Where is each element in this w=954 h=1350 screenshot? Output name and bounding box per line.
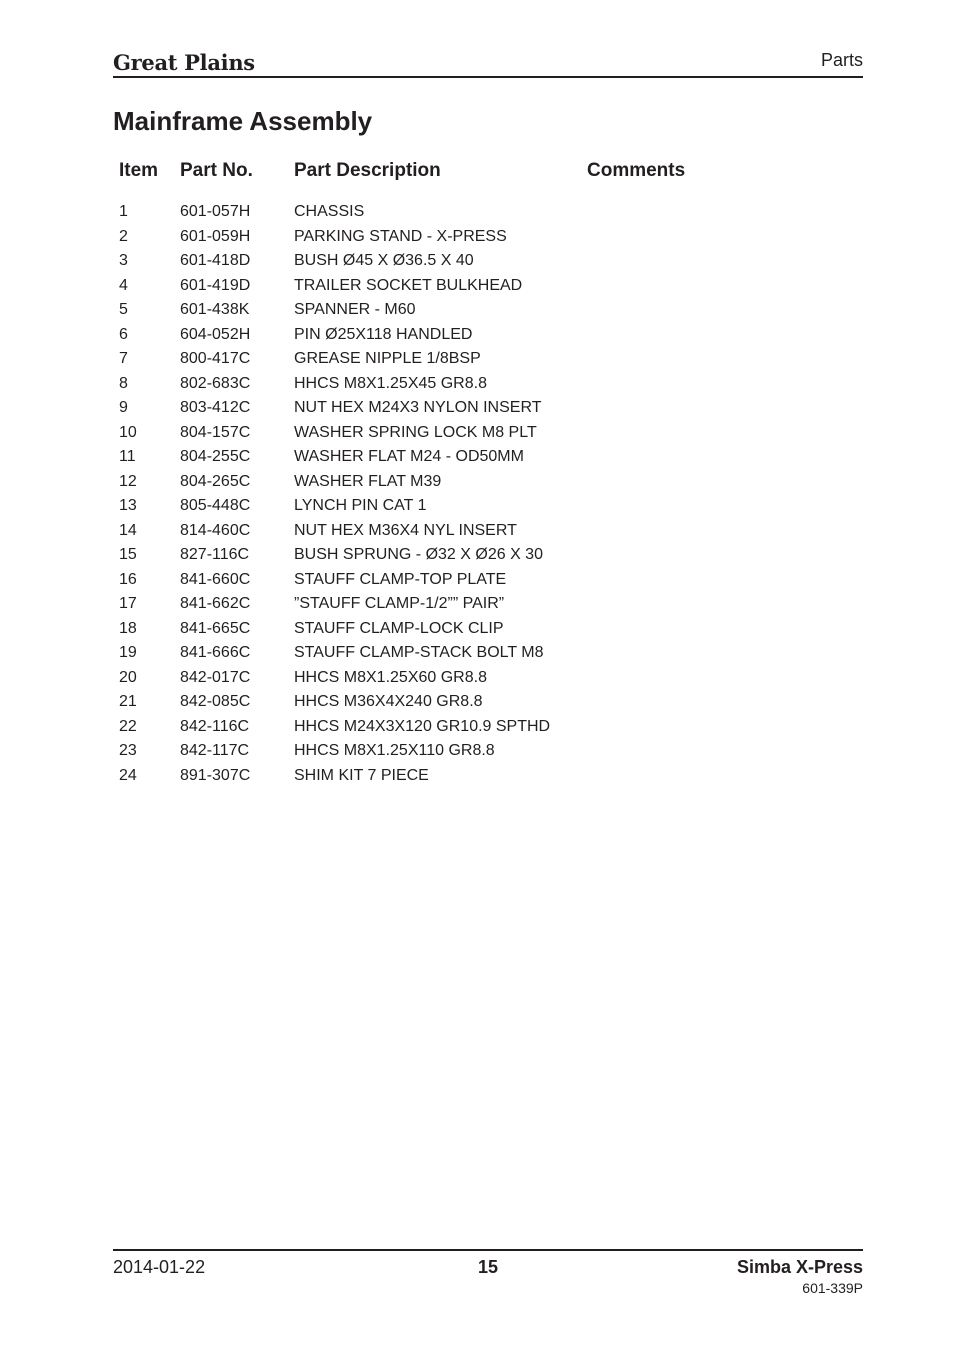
cell-description: ”STAUFF CLAMP-1/2”” PAIR”: [294, 595, 505, 612]
cell-part-no: 804-157C: [180, 423, 251, 441]
cell-item: 11: [119, 448, 136, 465]
cell-description: STAUFF CLAMP-STACK BOLT M8: [294, 644, 544, 661]
cell-item: 24: [119, 766, 137, 784]
cell-comments: [587, 494, 753, 519]
cell-item: 15: [119, 546, 137, 563]
cell-item: 7: [119, 350, 128, 367]
cell-comments: [587, 249, 753, 274]
cell-comments: [587, 617, 753, 642]
cell-item: 13: [119, 497, 137, 514]
cell-comments: [587, 568, 753, 593]
table-row: [113, 739, 753, 764]
cell-comments: [587, 543, 753, 568]
cell-part-no: 841-666C: [180, 644, 251, 661]
table-row: [113, 641, 753, 666]
table-row: [113, 543, 753, 568]
table-row: [113, 519, 753, 544]
table-row: [113, 617, 753, 642]
cell-description: SHIM KIT 7 PIECE: [294, 766, 429, 784]
table-row: [113, 568, 753, 593]
cell-description: WASHER FLAT M24 - OD50MM: [294, 448, 524, 465]
cell-part-no: 842-017C: [180, 668, 251, 686]
cell-item: 5: [119, 301, 128, 318]
cell-description: WASHER SPRING LOCK M8 PLT: [294, 423, 537, 441]
table-row: [113, 347, 753, 372]
cell-part-no: 601-057H: [180, 203, 251, 220]
cell-part-no: 601-419D: [180, 276, 251, 294]
table-row: [113, 592, 753, 617]
cell-part-no: 842-116C: [180, 717, 250, 735]
cell-part-no: 842-117C: [180, 742, 250, 759]
table-row: [113, 764, 753, 789]
table-row: [113, 690, 753, 715]
cell-item: 6: [119, 325, 128, 343]
cell-item: 8: [119, 374, 128, 392]
cell-part-no: 841-665C: [180, 619, 251, 637]
cell-item: 16: [119, 570, 137, 588]
cell-description: PIN Ø25X118 HANDLED: [294, 325, 473, 343]
cell-item: 9: [119, 399, 128, 416]
cell-part-no: 803-412C: [180, 399, 251, 416]
cell-part-no: 804-255C: [180, 448, 251, 465]
cell-part-no: 891-307C: [180, 766, 251, 784]
cell-part-no: 601-438K: [180, 301, 250, 318]
table-row: [113, 225, 753, 250]
cell-item: 12: [119, 472, 137, 490]
table-row: [113, 372, 753, 397]
column-header-comments: Comments: [587, 160, 686, 181]
cell-item: 21: [119, 693, 137, 710]
cell-description: STAUFF CLAMP-LOCK CLIP: [294, 619, 504, 637]
table-row: [113, 274, 753, 299]
cell-part-no: 804-265C: [180, 472, 251, 490]
column-header-item: Item: [119, 160, 159, 181]
cell-description: HHCS M36X4X240 GR8.8: [294, 693, 483, 710]
cell-part-no: 805-448C: [180, 497, 251, 514]
cell-part-no: 842-085C: [180, 693, 251, 710]
cell-description: GREASE NIPPLE 1/8BSP: [294, 350, 481, 367]
cell-description: PARKING STAND - X-PRESS: [294, 227, 507, 245]
table-row: [113, 421, 753, 446]
cell-comments: [587, 421, 753, 446]
column-header-part-no: Part No.: [180, 160, 253, 181]
product-name: Simba X-Press: [736, 1257, 863, 1277]
cell-item: 2: [119, 227, 128, 245]
cell-comments: [587, 274, 753, 299]
document-number: 601-339P: [802, 1280, 863, 1296]
cell-comments: [587, 470, 753, 495]
cell-item: 18: [119, 619, 137, 637]
cell-part-no: 827-116C: [180, 546, 250, 563]
cell-description: HHCS M8X1.25X110 GR8.8: [294, 742, 495, 759]
cell-description: WASHER FLAT M39: [294, 472, 442, 490]
table-row: [113, 396, 753, 421]
table-row: [113, 190, 753, 225]
cell-comments: [587, 764, 753, 789]
column-header-description: Part Description: [294, 160, 441, 181]
cell-part-no: 800-417C: [180, 350, 251, 367]
table-row: [113, 470, 753, 495]
cell-item: 22: [119, 717, 137, 735]
parts-table: [113, 158, 753, 788]
table-row: [113, 666, 753, 691]
cell-item: 4: [119, 276, 128, 294]
cell-comments: [587, 666, 753, 691]
cell-comments: [587, 347, 753, 372]
table-row: [113, 445, 753, 470]
cell-description: HHCS M8X1.25X60 GR8.8: [294, 668, 487, 686]
cell-description: BUSH SPRUNG - Ø32 X Ø26 X 30: [294, 546, 543, 563]
cell-comments: [587, 323, 753, 348]
cell-comments: [587, 445, 753, 470]
cell-part-no: 601-418D: [180, 252, 251, 269]
cell-comments: [587, 190, 753, 225]
cell-comments: [587, 396, 753, 421]
cell-comments: [587, 519, 753, 544]
cell-comments: [587, 225, 753, 250]
cell-description: BUSH Ø45 X Ø36.5 X 40: [294, 252, 474, 269]
table-row: [113, 298, 753, 323]
cell-part-no: 814-460C: [180, 521, 251, 539]
page-number: 15: [478, 1257, 499, 1277]
cell-comments: [587, 739, 753, 764]
cell-part-no: 802-683C: [180, 374, 251, 392]
page-title: Mainframe Assembly: [113, 106, 373, 136]
table-row: [113, 249, 753, 274]
cell-comments: [587, 298, 753, 323]
cell-item: 3: [119, 252, 128, 269]
page-header: [113, 48, 863, 78]
footer-date: 2014-01-22: [113, 1257, 206, 1277]
cell-description: LYNCH PIN CAT 1: [294, 497, 427, 514]
cell-item: 10: [119, 423, 137, 441]
cell-description: HHCS M8X1.25X45 GR8.8: [294, 374, 487, 392]
cell-item: 19: [119, 644, 137, 661]
cell-comments: [587, 690, 753, 715]
cell-description: CHASSIS: [294, 203, 365, 220]
cell-description: HHCS M24X3X120 GR10.9 SPTHD: [294, 717, 551, 735]
brand-logo: Great Plains: [113, 50, 255, 75]
table-header-row: [113, 158, 753, 190]
cell-item: 23: [119, 742, 137, 759]
cell-part-no: 841-660C: [180, 570, 251, 588]
cell-comments: [587, 592, 753, 617]
cell-item: 20: [119, 668, 137, 686]
table-row: [113, 323, 753, 348]
page-footer: [113, 1249, 863, 1301]
cell-item: 14: [119, 521, 137, 539]
cell-description: STAUFF CLAMP-TOP PLATE: [294, 570, 507, 588]
cell-part-no: 601-059H: [180, 227, 251, 245]
cell-part-no: 841-662C: [180, 595, 251, 612]
cell-item: 17: [119, 595, 137, 612]
cell-description: TRAILER SOCKET BULKHEAD: [294, 276, 523, 294]
parts-table-body: [113, 190, 753, 788]
cell-part-no: 604-052H: [180, 325, 251, 343]
cell-comments: [587, 715, 753, 740]
cell-item: 1: [119, 203, 128, 220]
table-row: [113, 715, 753, 740]
table-row: [113, 494, 753, 519]
cell-description: SPANNER - M60: [294, 301, 416, 318]
section-label: Parts: [820, 50, 863, 70]
cell-comments: [587, 372, 753, 397]
cell-comments: [587, 641, 753, 666]
cell-description: NUT HEX M36X4 NYL INSERT: [294, 521, 517, 539]
cell-description: NUT HEX M24X3 NYLON INSERT: [294, 399, 542, 416]
